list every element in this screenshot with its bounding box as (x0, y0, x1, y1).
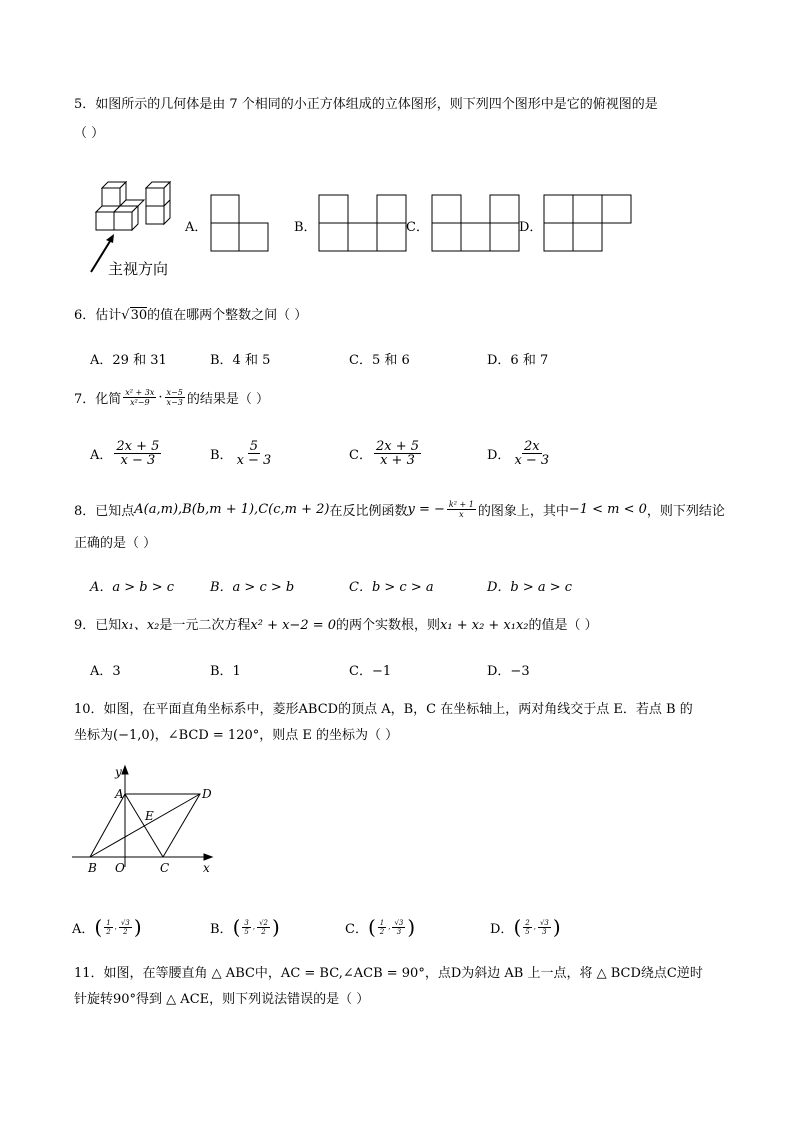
q7-option-c-frac (374, 440, 421, 467)
q9-text-a: 9．已知 (74, 618, 122, 633)
x-num: 1 (379, 918, 385, 927)
y-axis-arrow (122, 766, 128, 774)
q7-option-b-frac (235, 440, 274, 467)
comma: , (388, 923, 391, 931)
label-e: E (145, 809, 154, 823)
q6-radicand: 30 (130, 308, 148, 323)
x-den: 5 (244, 927, 249, 936)
q9-option-b: B．1 (210, 664, 241, 679)
q7-f2-den: x−3 (166, 398, 183, 407)
q5-stem: 5．如图所示的几何体是由 7 个相同的小正方体组成的立体图形，则下列四个图形中是它的俯视图的是 (74, 97, 658, 112)
q5-option-d-grid (543, 194, 635, 254)
q5-option-d-label: D． (519, 220, 543, 235)
comma: , (533, 923, 536, 931)
q7-option-d-frac (512, 440, 551, 467)
q10-option-a (72, 915, 142, 939)
diagonal-bd (90, 794, 200, 857)
q7-option-d-num: 2x (524, 439, 540, 454)
label-o: O (115, 861, 125, 875)
comma: , (114, 923, 117, 931)
q7-option-c-num: 2x + 5 (375, 439, 419, 454)
q10-option-b-x (242, 919, 250, 936)
q10-option-c-x (378, 919, 386, 936)
q6-option-c: C．5 和 6 (349, 353, 410, 368)
q10-option-b-y (257, 919, 270, 936)
q10-option-c-label: C． (345, 921, 368, 937)
label-x: x (203, 861, 210, 875)
q5-paren: （ ） (74, 126, 105, 141)
q8-func-num: k² + 1 (448, 500, 474, 509)
q8-option-d: D．b > a > c (487, 580, 573, 595)
q10-option-c-y (392, 919, 405, 936)
label-a: A (115, 787, 124, 801)
paren-open: ( (367, 915, 376, 939)
paren-close: ) (272, 915, 280, 939)
q8-func-left: y = − (407, 502, 445, 517)
q8-text-b: 在反比例函数 (329, 504, 408, 519)
y-den: 3 (542, 927, 547, 936)
x-num: 2 (525, 918, 530, 927)
q7-option-b-label: B． (210, 448, 233, 463)
q8-text-c: 的图象上，其中 (477, 504, 569, 519)
view-direction-label: 主视方向 (108, 262, 169, 278)
q7-f2-num: x−5 (166, 388, 183, 397)
x-axis-arrow (204, 854, 212, 860)
q10-option-d-label: D． (490, 921, 514, 937)
q11-stem-line1: 11．如图，在等腰直角 △ ABC中，AC = BC,∠ACB = 90°，点D为斜边 AB 上一点，将 △ BCD绕点C逆时 (74, 966, 703, 981)
q8-stem-line2: 正确的是（ ） (74, 536, 157, 551)
label-b: B (88, 861, 97, 875)
q7-option-c-label: C． (349, 448, 372, 463)
q7-option-c (349, 440, 423, 467)
x-num: 3 (244, 918, 249, 927)
q7-option-b (210, 440, 275, 467)
q9-text-d: 的值是（ ） (528, 618, 598, 633)
q10-option-d (490, 915, 561, 939)
paren-close: ) (133, 915, 142, 939)
q9-equation: x² + x−2 = 0 (250, 618, 337, 633)
q5-option-c-grid (431, 194, 523, 254)
q7-option-a-den: x − 3 (120, 453, 156, 468)
q8-option-b: B．a > c > b (210, 580, 295, 595)
q5-option-a-grid (210, 194, 270, 254)
q7-option-d-label: D． (487, 448, 511, 463)
q7-option-a (90, 440, 163, 467)
q10-option-a-label: A． (72, 921, 95, 937)
sqrt-symbol: √ (121, 308, 130, 323)
x-den: 5 (525, 927, 530, 936)
q10-option-b (210, 915, 280, 939)
comma: , (252, 923, 256, 931)
q10-option-d-y (538, 919, 551, 936)
q5-option-a-label: A． (185, 220, 208, 235)
q8-text-a: 8．已知点 (74, 504, 135, 519)
q7-suffix: 的结果是（ ） (186, 392, 269, 407)
q8-condition: −1 < m < 0 (568, 502, 647, 517)
label-c: C (160, 861, 170, 875)
q7-f1-den: x²−9 (130, 398, 150, 407)
q10-rhombus-figure (70, 762, 220, 880)
y-num: √3 (394, 918, 404, 927)
q7-dot: · (158, 390, 163, 405)
y-den: 2 (261, 927, 266, 936)
q10-stem-line1: 10．如图，在平面直角坐标系中，菱形ABCD的顶点 A，B，C 在坐标轴上，两对角线交于点 E．若点 B 的 (74, 702, 693, 717)
q8-func-frac (447, 500, 476, 519)
q9-roots: x₁、x₂ (121, 618, 160, 633)
label-y: y (115, 765, 122, 779)
q8-text-d: ，则下列结论 (646, 504, 725, 519)
q7-option-d-den: x − 3 (514, 453, 550, 468)
y-den: 3 (396, 927, 402, 936)
y-den: 2 (123, 927, 128, 936)
q7-option-b-num: 5 (249, 439, 259, 454)
x-num: 1 (106, 918, 111, 927)
paren-open: ( (94, 915, 103, 939)
q5-option-b-grid (318, 194, 410, 254)
q9-text-c: 的两个实数根，则 (336, 618, 441, 633)
q6-option-b: B．4 和 5 (210, 353, 271, 368)
q7-option-d (487, 440, 553, 467)
q8-func-den: x (459, 510, 464, 519)
q8-stem-line1 (74, 500, 725, 519)
q10-option-a-x (104, 919, 112, 936)
q8-points: A(a,m),B(b,m + 1),C(c,m + 2) (134, 502, 330, 517)
q8-option-c: C．b > c > a (349, 580, 434, 595)
q7-fraction-2 (165, 388, 185, 407)
q5-option-c-label: C． (406, 220, 429, 235)
q11-stem-line2: 针旋转90°得到 △ ACE，则下列说法错误的是（ ） (74, 992, 370, 1007)
y-num: √3 (120, 918, 130, 927)
paren-close: ) (407, 915, 416, 939)
paren-open: ( (232, 915, 241, 939)
q7-stem (74, 388, 269, 407)
y-num: √3 (539, 918, 549, 927)
q10-option-a-y (119, 919, 132, 936)
q9-stem (74, 618, 598, 634)
q6-prefix: 6．估计 (74, 308, 122, 323)
q7-f1-num: x² + 3x (125, 388, 155, 397)
q10-stem-line2: 坐标为(−1,0)，∠BCD = 120°，则点 E 的坐标为（ ） (74, 728, 399, 743)
q9-option-c: C．−1 (349, 664, 392, 679)
x-den: 2 (106, 927, 111, 936)
q7-option-b-den: x − 3 (236, 453, 272, 468)
q6-stem (74, 308, 307, 324)
q8-option-a: A．a > b > c (90, 580, 175, 595)
q10-option-c (345, 915, 415, 939)
q9-expression: x₁ + x₂ + x₁x₂ (440, 618, 529, 633)
q6-option-a: A．29 和 31 (90, 353, 167, 368)
q6-suffix: 的值在哪两个整数之间（ ） (147, 308, 308, 323)
q10-option-d-x (523, 919, 531, 936)
q7-option-a-num: 2x + 5 (116, 439, 160, 454)
paren-close: ) (552, 915, 561, 939)
q7-prefix: 7．化简 (74, 392, 122, 407)
q7-fraction-1 (123, 388, 156, 407)
label-d: D (202, 787, 212, 801)
q6-option-d: D．6 和 7 (487, 353, 549, 368)
q9-option-a: A．3 (90, 664, 121, 679)
q7-option-a-label: A． (90, 448, 113, 463)
q10-option-b-label: B． (210, 921, 233, 937)
q5-option-b-label: B． (294, 220, 317, 235)
q9-text-b: 是一元二次方程 (159, 618, 251, 633)
q9-option-d: D．−3 (487, 664, 530, 679)
paren-open: ( (513, 915, 522, 939)
q7-option-c-den: x + 3 (380, 453, 415, 468)
q7-option-a-frac (114, 440, 161, 467)
y-num: √2 (259, 918, 268, 927)
x-den: 2 (379, 927, 385, 936)
